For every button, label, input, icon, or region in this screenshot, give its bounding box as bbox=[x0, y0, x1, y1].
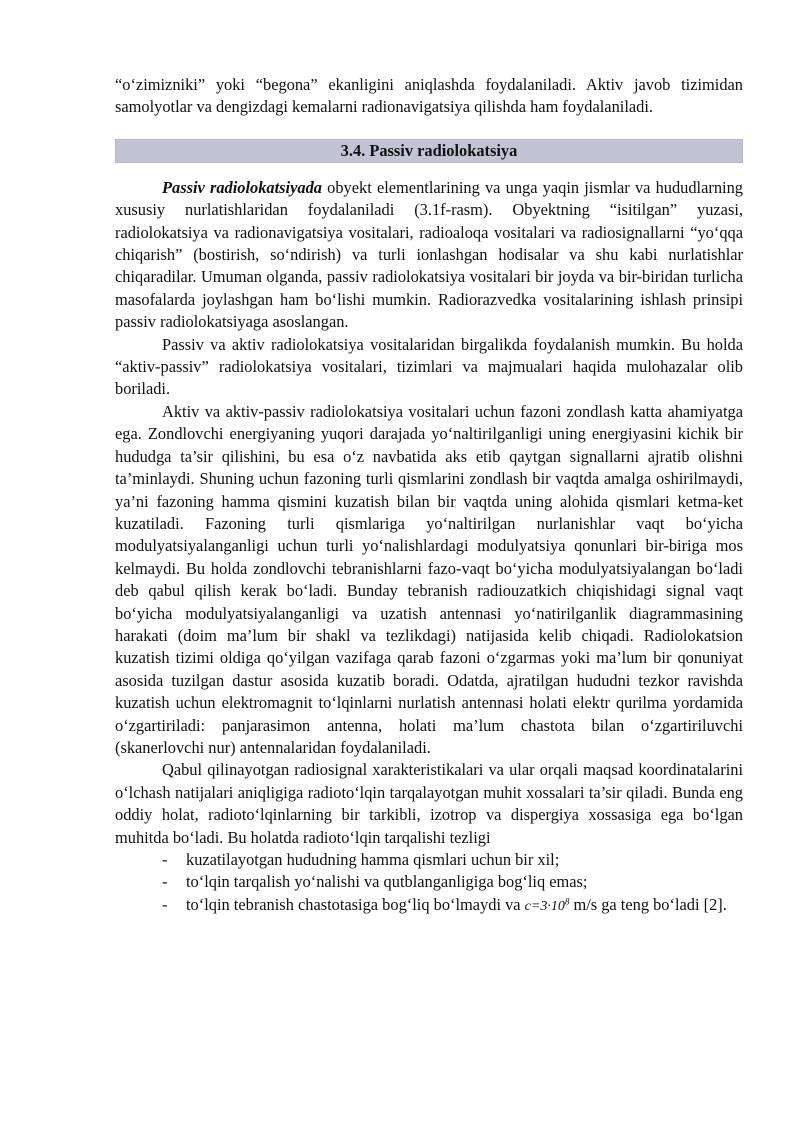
paragraph-active-passive: Passiv va aktiv radiolokatsiya vositalaridan birgalikda foydalanish mumkin. Bu holda “aktiv-passiv” radiolokatsiya vositalari, tizimlari va majmualari haqida mulohazalar olib boriladi. bbox=[115, 334, 743, 399]
term-passive-radiolocation: Passiv radiolokatsiyada bbox=[162, 177, 322, 197]
formula-base: c=3·10 bbox=[524, 898, 565, 914]
list-item-text bbox=[186, 894, 743, 918]
speed-of-light-formula bbox=[524, 896, 570, 914]
list-item-text-part: m/s ga teng bo‘ladi [2]. bbox=[569, 894, 727, 914]
bullet-marker: - bbox=[162, 894, 168, 914]
list-item-text-part: to‘lqin tebranish chastotasiga bog‘liq bo‘lmaydi va bbox=[186, 894, 525, 914]
bullet-marker: - bbox=[162, 872, 168, 892]
formula-exponent: 8 bbox=[564, 896, 570, 907]
list-item bbox=[115, 871, 743, 893]
document-page bbox=[115, 74, 743, 918]
list-item-text: to‘lqin tarqalish yo‘nalishi va qutblanganligiga bog‘liq emas; bbox=[186, 872, 588, 892]
paragraph-passive-radiolocation bbox=[115, 177, 743, 334]
section-heading: 3.4. Passiv radiolokatsiya bbox=[115, 139, 743, 163]
paragraph-propagation-medium: Qabul qilinayotgan radiosignal xarakteristikalari va ular orqali maqsad koordinatalarini o‘lchash natijalari aniqligiga radioto‘lqin tarqalayotgan muhit xossalari ta’sir qiladi. Bunda eng oddiy holat, radioto‘lqinlarning bir tarkibli, izotrop va dispergiya xossasiga ega bo‘lgan muhitda bo‘ladi. Bu holatda radioto‘lqin tarqalishi tezligi bbox=[115, 760, 743, 847]
list-item bbox=[115, 894, 743, 918]
paragraph-1-text: obyekt elementlarining va unga yaqin jismlar va hududlarning xususiy nurlatishlaridan foydalaniladi (3.1f-rasm). Obyektning “isitilgan” yuzasi, radiolokatsiya va radionavigatsiya vositalari, radioaloqa vositalari va radiosignallarni “yo‘qqa chiqarish” (bostirish, so‘ndirish) va turli ionlashgan hodisalar va shu kabi nurlatishlar chiqaradilar. Umuman olganda, passiv radiolokatsiya vositalari bir joyda va bir-biridan turlicha masofalarda joylashgan ham bo‘lishi mumkin. Radiorazvedka vositalarining ishlash prinsipi passiv radiolokatsiyaga asoslangan. bbox=[115, 177, 743, 332]
list-item bbox=[115, 849, 743, 871]
bullet-marker: - bbox=[162, 850, 168, 869]
intro-paragraph: “o‘zimizniki” yoki “begona” ekanligini aniqlashda foydalaniladi. Aktiv javob tizimidan samolyotlar va dengizdagi kemalarni radionavigatsiya qilishda ham foydalaniladi. bbox=[115, 75, 743, 117]
paragraph-space-sounding: Aktiv va aktiv-passiv radiolokatsiya vositalari uchun fazoni zondlash katta ahamiyatga ega. Zondlovchi energiyaning yuqori darajada yo‘naltirilganligi uning energiyasini kichik bir hududga ta’sir qilishini, bu esa o‘z navbatida aks etib qaytgan signallarni ajratib olishni ta’minlaydi. Shuning uchun fazoning turli qismlarini zondlash bir vaqtda amalga oshirilmaydi, ya’ni fazoning hamma qismini kuzatish bilan bir vaqtda uning alohida qismlari ketma-ket kuzatiladi. Fazoning turli qismlariga yo‘naltirilgan nurlanishlar vaqt bo‘yicha modulyatsiyalanganligi uchun turli yo‘nalishlardagi modulyatsiya qonunlari bir-biriga mos kelmaydi. Bu holda zondlovchi tebranishlarni fazo-vaqt bo‘yicha modulyatsiyalangan bo‘ladi deb qabul qilish kerak bo‘ladi. Bunday tebranish radiouzatkich chiqishidagi signal vaqt bo‘yicha modulyatsiyalanganligi va uzatish antennasi yo‘natirilganlik diagrammasining harakati (doim ma’lum bir shakl va tezlikdagi) natijasida kelib chiqadi. Radiolokatsion kuzatish tizimi oldiga qo‘yilgan vazifaga qarab fazoni o‘zgarmas yoki ma’lum bir qonuniyat asosida tuzilgan dastur asosida kuzatib boradi. Odatda, ajratilgan hududni tezkor ravishda kuzatish uchun elektromagnit to‘lqinlarni nurlatish antennasi holati elektr qurilma yordamida o‘zgartiriladi: panjarasimon antenna, holati ma’lum chastota bilan o‘zgartiriluvchi (skanerlovchi nur) antennalaridan foydalaniladi. bbox=[115, 401, 743, 757]
list-item-text: kuzatilayotgan hududning hamma qismlari uchun bir xil; bbox=[186, 850, 560, 869]
